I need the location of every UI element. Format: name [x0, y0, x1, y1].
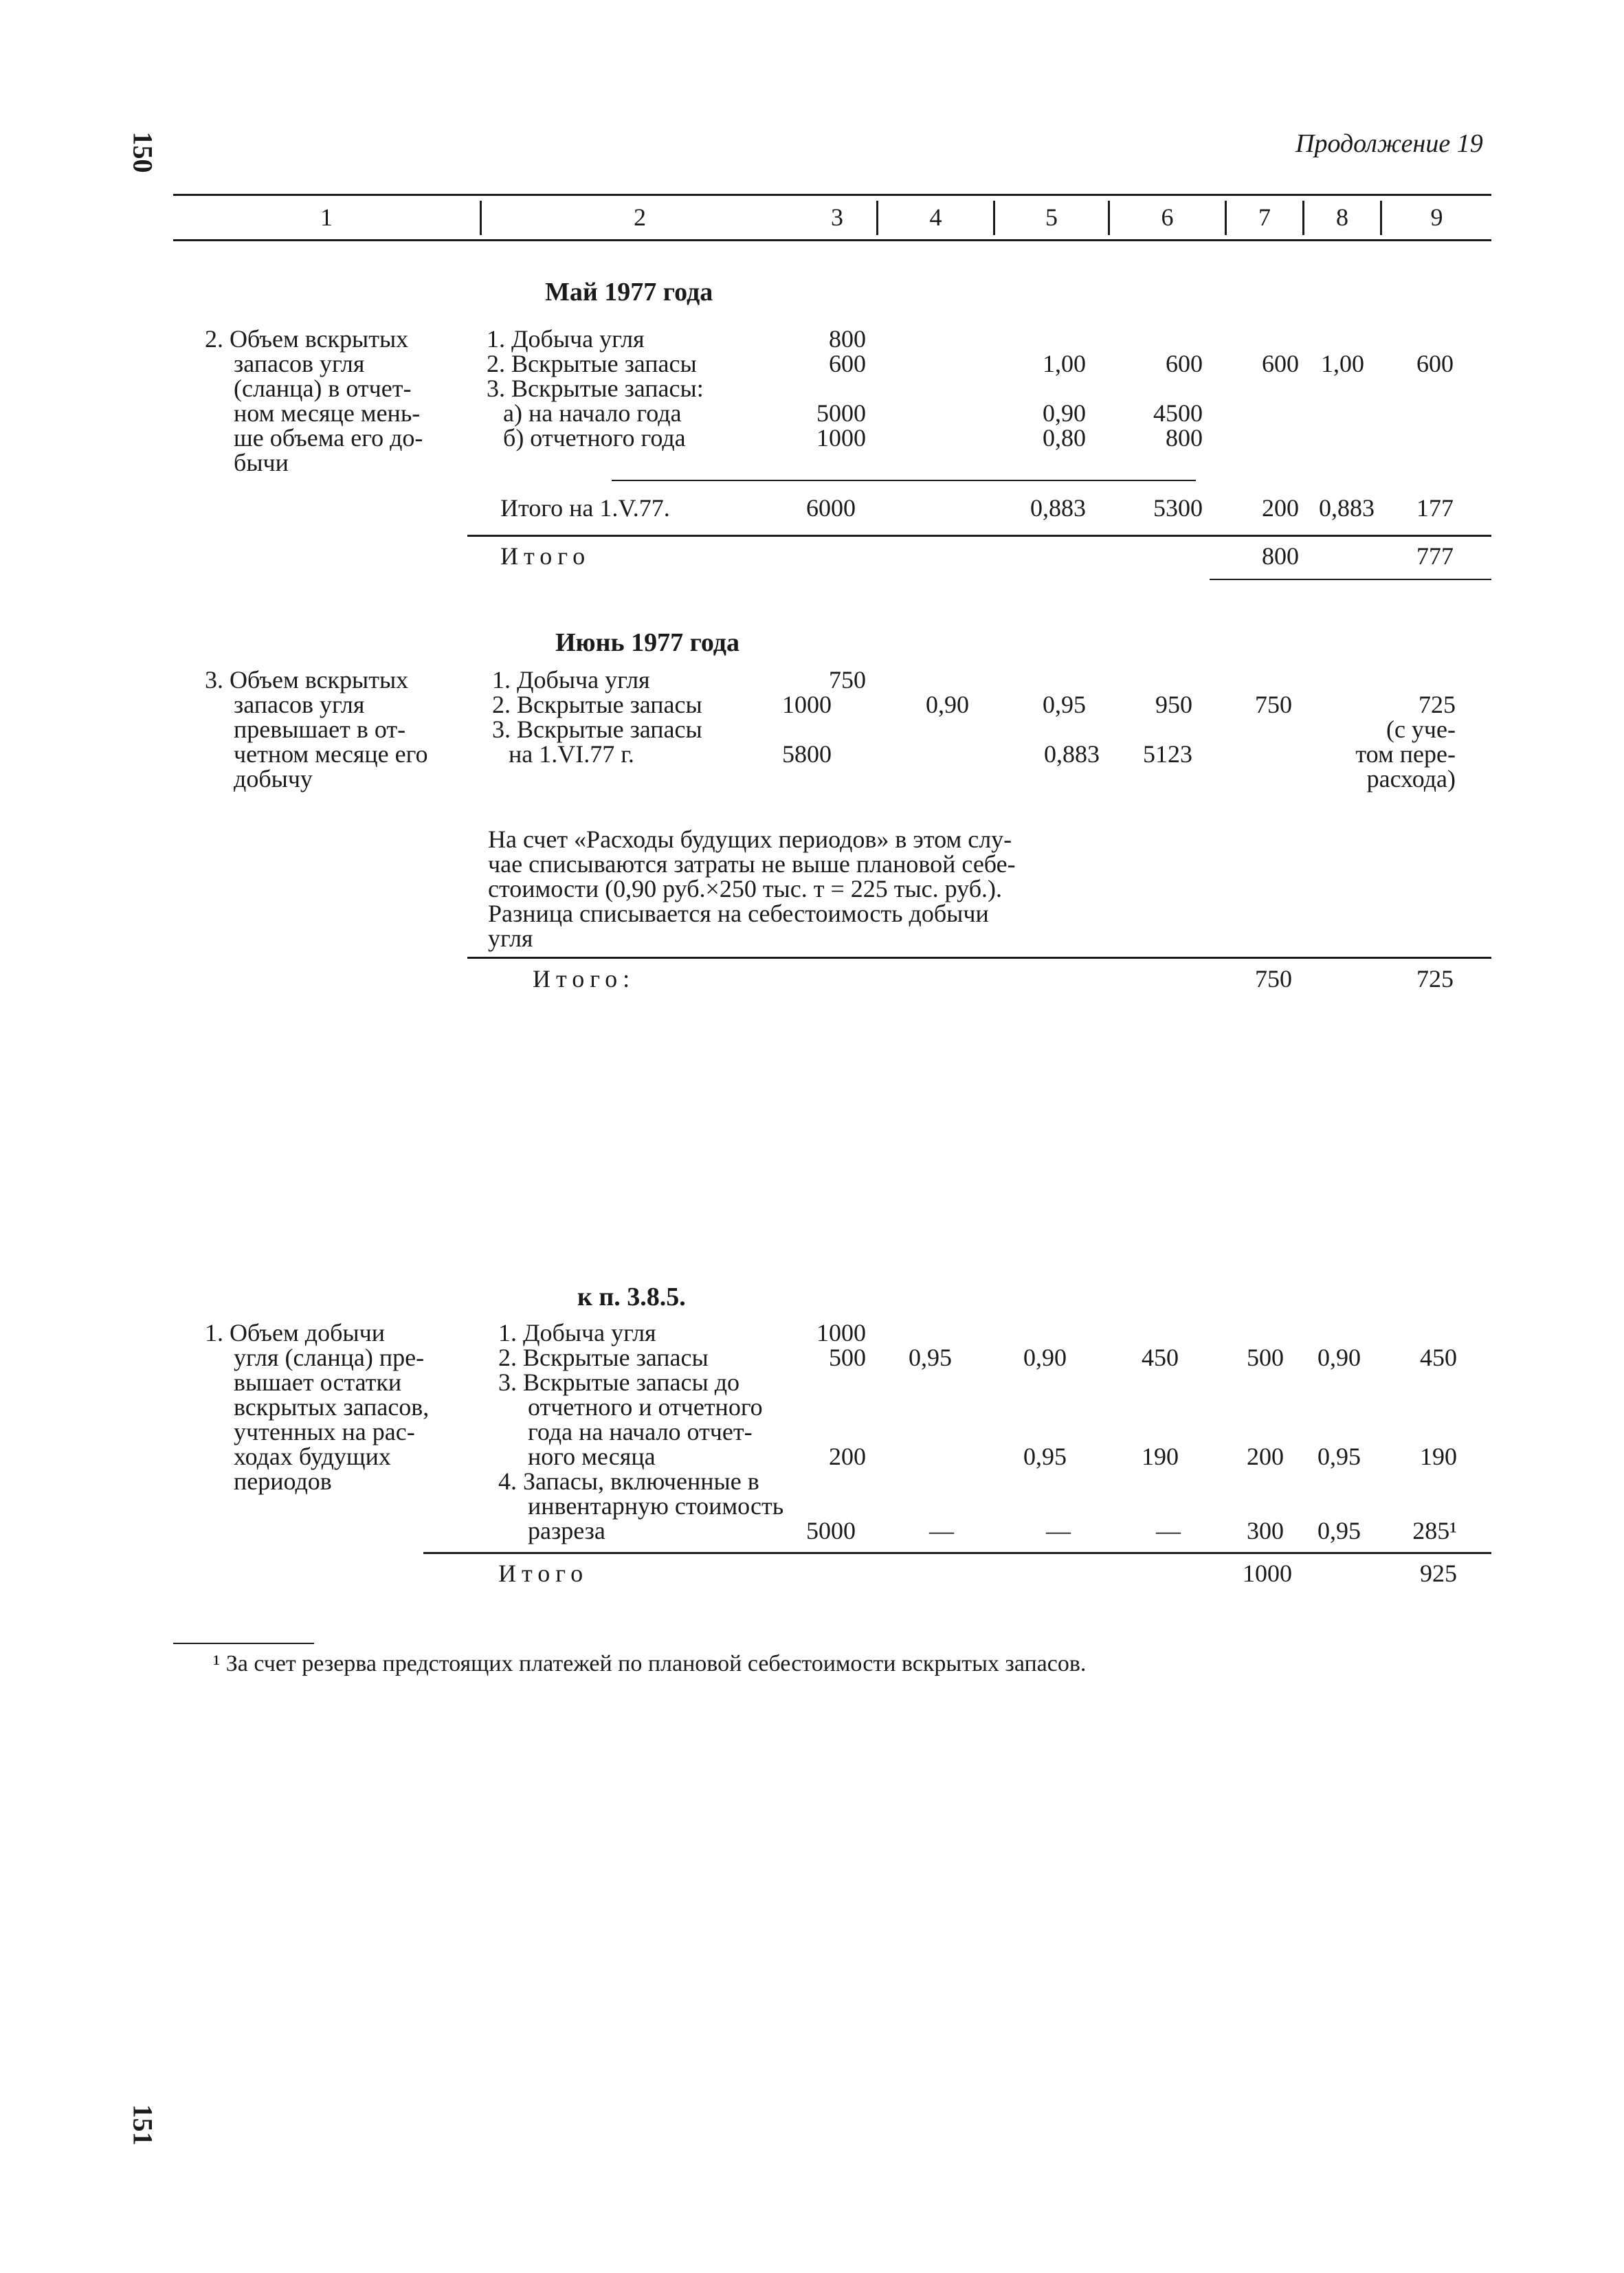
may-subtotal-col8: 0,883 [1319, 494, 1375, 522]
june-desc-line: запасов угля [234, 691, 365, 718]
section-385-item: ного месяца [528, 1443, 656, 1470]
section-385-row2-col6: 450 [1142, 1344, 1179, 1371]
continuation-label: Продолжение 19 [1295, 129, 1483, 158]
june-col9-line: том пере- [1355, 740, 1456, 768]
june-note-line: стоимости (0,90 руб.×250 тыс. т = 225 тыс. руб.). [488, 875, 1003, 902]
may-subtotal-label: Итого на 1.V.77. [500, 494, 670, 522]
header-col-8: 8 [1336, 203, 1348, 231]
may-item: 1. Добыча угля [487, 325, 645, 353]
may-total-col7: 800 [1262, 542, 1299, 570]
may-total-rule [467, 535, 1491, 537]
section-385-item: разреза [528, 1517, 605, 1544]
section-385-heading: к п. 3.8.5. [577, 1283, 686, 1311]
may-total-bottom-rule [1210, 579, 1491, 580]
section-385-row2-col4: 0,95 [909, 1344, 952, 1371]
may-desc-line: ном месяце мень- [234, 399, 421, 427]
section-385-desc-line: периодов [234, 1467, 332, 1495]
section-385-row4-col7: 300 [1247, 1517, 1284, 1544]
june-item: 3. Вскрытые запасы [492, 716, 702, 743]
may-col6: 4500 [1153, 399, 1203, 427]
section-385-desc-line: угля (сланца) пре- [234, 1344, 425, 1371]
june-note-line: чае списываются затраты не выше плановой себе- [488, 850, 1016, 878]
june-col6: 950 [1155, 691, 1192, 718]
june-col6: 5123 [1143, 740, 1192, 768]
section-385-row2-col9: 450 [1420, 1344, 1457, 1371]
section-385-row3-col3: 200 [829, 1443, 866, 1470]
section-385-row3-col6: 190 [1142, 1443, 1179, 1470]
june-item: на 1.VI.77 г. [509, 740, 634, 768]
may-col6: 800 [1166, 424, 1203, 452]
june-total-label: Итого: [533, 965, 636, 993]
june-col3: 5800 [782, 740, 832, 768]
header-col-3: 3 [831, 203, 843, 231]
section-385-item: отчетного и отчетного [528, 1393, 763, 1421]
june-item: 2. Вскрытые запасы [492, 691, 702, 718]
may-item: б) отчетного года [503, 424, 686, 452]
section-385-row3-col5: 0,95 [1023, 1443, 1067, 1470]
section-385-row4-col8: 0,95 [1317, 1517, 1361, 1544]
may-col7: 600 [1262, 350, 1299, 377]
june-note-line: угля [488, 924, 533, 952]
may-subtotal-rule [612, 480, 1196, 481]
header-col-7: 7 [1258, 203, 1271, 231]
section-385-row1-col3: 1000 [816, 1319, 866, 1346]
section-385-row2-col7: 500 [1247, 1344, 1284, 1371]
section-385-row2-col3: 500 [829, 1344, 866, 1371]
may-total-label: Итого [500, 542, 591, 570]
june-note-line: Разница списывается на себестоимость добычи [488, 900, 989, 927]
header-col-4: 4 [929, 203, 942, 231]
may-col8: 1,00 [1321, 350, 1364, 377]
june-heading: Июнь 1977 года [555, 628, 740, 657]
section-385-total-rule [423, 1552, 1491, 1554]
section-385-item: 1. Добыча угля [498, 1319, 656, 1346]
header-col-5: 5 [1045, 203, 1058, 231]
june-col5: 0,95 [1043, 691, 1086, 718]
may-desc-line: ше объема его до- [234, 424, 423, 452]
may-desc-line: 2. Объем вскрытых [205, 325, 409, 353]
june-desc-line: добычу [234, 765, 313, 792]
june-desc-line: превышает в от- [234, 716, 406, 743]
may-item: 2. Вскрытые запасы [487, 350, 697, 377]
may-item: 3. Вскрытые запасы: [487, 375, 704, 402]
may-desc-line: (сланца) в отчет- [234, 375, 412, 402]
section-385-desc-line: вскрытых запасов, [234, 1393, 430, 1421]
june-col3: 750 [829, 666, 866, 694]
section-385-item: инвентарную стоимость [528, 1492, 784, 1520]
section-385-row4-col6: — [1156, 1517, 1181, 1544]
section-385-row3-col9: 190 [1420, 1443, 1457, 1470]
footnote: ¹ За счет резерва предстоящих платежей по плановой себестоимости вскрытых запасов. [213, 1651, 1087, 1676]
section-385-desc-line: учтенных на рас- [234, 1418, 415, 1445]
may-subtotal-col6: 5300 [1153, 494, 1203, 522]
june-desc-line: четном месяце его [234, 740, 428, 768]
june-col9-line: 725 [1419, 691, 1456, 718]
june-total-col9: 725 [1416, 965, 1454, 993]
may-subtotal-col9: 177 [1416, 494, 1454, 522]
section-385-row2-col5: 0,90 [1023, 1344, 1067, 1371]
may-col6: 600 [1166, 350, 1203, 377]
may-col5: 0,80 [1043, 424, 1086, 452]
may-desc-line: бычи [234, 449, 289, 476]
section-385-row3-col8: 0,95 [1317, 1443, 1361, 1470]
section-385-row4-col4: — [929, 1517, 954, 1544]
section-385-row4-col3: 5000 [806, 1517, 856, 1544]
section-385-item: 4. Запасы, включенные в [498, 1467, 759, 1495]
header-col-6: 6 [1161, 203, 1174, 231]
section-385-row2-col8: 0,90 [1317, 1344, 1361, 1371]
may-col3: 5000 [816, 399, 866, 427]
right-page-number: 151 [127, 2104, 159, 2146]
may-subtotal-col5: 0,883 [1030, 494, 1086, 522]
section-385-desc-line: 1. Объем добычи [205, 1319, 385, 1346]
section-385-item: года на начало отчет- [528, 1418, 753, 1445]
section-385-item: 3. Вскрытые запасы до [498, 1368, 740, 1396]
section-385-total-label: Итого [498, 1560, 589, 1587]
header-col-1: 1 [320, 203, 333, 231]
header-bottom-rule [173, 239, 1491, 241]
section-385-desc-line: ходах будущих [234, 1443, 391, 1470]
june-col9-line: расхода) [1366, 765, 1456, 792]
may-item: а) на начало года [503, 399, 682, 427]
section-385-total-col7: 1000 [1243, 1560, 1292, 1587]
may-col3: 800 [829, 325, 866, 353]
june-total-rule [467, 957, 1491, 959]
may-heading: Май 1977 года [545, 278, 713, 307]
section-385-total-col9: 925 [1420, 1560, 1457, 1587]
june-col7: 750 [1255, 691, 1292, 718]
may-desc-line: запасов угля [234, 350, 365, 377]
footnote-rule [173, 1643, 314, 1644]
header-col-9: 9 [1430, 203, 1443, 231]
may-col3: 600 [829, 350, 866, 377]
section-385-desc-line: вышает остатки [234, 1368, 402, 1396]
june-col3: 1000 [782, 691, 832, 718]
header-top-rule [173, 194, 1491, 196]
left-page-number: 150 [127, 131, 159, 173]
may-subtotal-col3: 6000 [806, 494, 856, 522]
june-col4: 0,90 [926, 691, 969, 718]
june-col5: 0,883 [1044, 740, 1100, 768]
section-385-row3-col7: 200 [1247, 1443, 1284, 1470]
may-subtotal-col7: 200 [1262, 494, 1299, 522]
may-col5: 1,00 [1043, 350, 1086, 377]
june-desc-line: 3. Объем вскрытых [205, 666, 409, 694]
may-col3: 1000 [816, 424, 866, 452]
june-col9-line: (с уче- [1386, 716, 1456, 743]
may-col5: 0,90 [1043, 399, 1086, 427]
june-total-col7: 750 [1255, 965, 1292, 993]
may-col9: 600 [1416, 350, 1454, 377]
may-total-col9: 777 [1416, 542, 1454, 570]
section-385-item: 2. Вскрытые запасы [498, 1344, 709, 1371]
june-item: 1. Добыча угля [492, 666, 650, 694]
section-385-row4-col5: — [1046, 1517, 1071, 1544]
header-col-2: 2 [634, 203, 646, 231]
june-note-line: На счет «Расходы будущих периодов» в этом слу- [488, 825, 1012, 853]
section-385-row4-col9: 285¹ [1412, 1517, 1457, 1544]
